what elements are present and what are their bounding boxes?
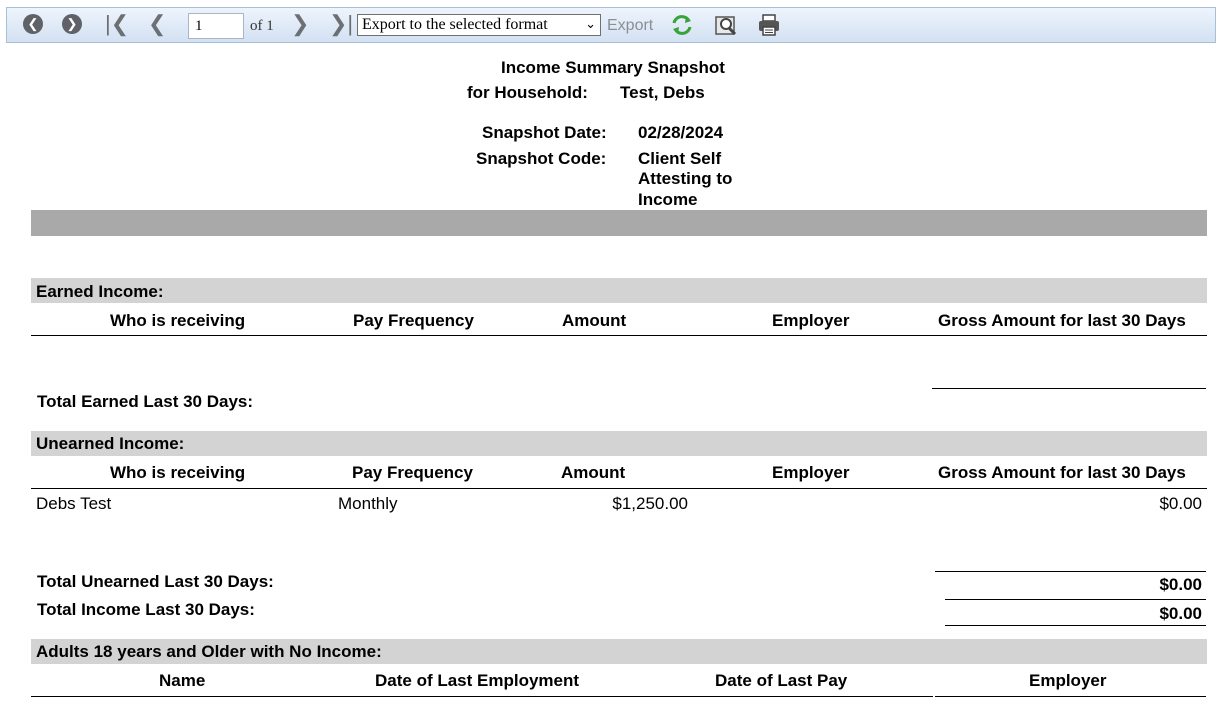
column-header: Gross Amount for last 30 Days (938, 311, 1186, 330)
page-number-input[interactable]: 1 (188, 13, 244, 39)
header-rule (935, 696, 1206, 697)
print-icon[interactable] (757, 13, 781, 37)
total-unearned-value: $0.00 (1159, 575, 1202, 594)
cell-frequency: Monthly (338, 494, 398, 513)
snapshot-code-line: Income (638, 190, 698, 209)
total-earned-label: Total Earned Last 30 Days: (37, 392, 254, 411)
column-header: Employer (1029, 671, 1107, 690)
column-header: Amount (561, 463, 626, 482)
total-income-label: Total Income Last 30 Days: (37, 600, 255, 619)
total-rule (945, 599, 1206, 600)
header-rule (31, 335, 1207, 336)
column-header: Gross Amount for last 30 Days (938, 463, 1186, 482)
find-icon[interactable] (714, 13, 738, 37)
column-header: Who is receiving (110, 463, 246, 482)
total-rule (935, 571, 1206, 572)
report-title: Income Summary Snapshot (501, 58, 725, 77)
cell-who: Debs Test (36, 494, 112, 513)
total-rule (945, 625, 1206, 626)
page-count: of 1 (250, 18, 274, 34)
earned-income-heading: Earned Income: (36, 282, 164, 301)
snapshot-code-line: Client Self (638, 149, 722, 168)
column-header: Employer (772, 463, 850, 482)
column-header: Amount (562, 311, 627, 330)
back-icon[interactable]: ❮ (23, 14, 43, 34)
total-rule (932, 388, 1206, 389)
column-header: Pay Frequency (353, 311, 474, 330)
first-page-icon[interactable]: |❮ (105, 11, 130, 36)
previous-page-icon[interactable]: ❮ (148, 11, 167, 36)
unearned-income-heading: Unearned Income: (36, 434, 185, 453)
adults-no-income-heading: Adults 18 years and Older with No Income: (36, 642, 382, 661)
section-divider (31, 210, 1207, 236)
column-header: Pay Frequency (352, 463, 473, 482)
column-header: Employer (772, 311, 850, 330)
household-label: for Household: (467, 83, 588, 102)
column-header: Date of Last Pay (715, 671, 848, 690)
export-format-value: Export to the selected format (362, 16, 548, 33)
export-link[interactable]: Export (607, 17, 654, 34)
export-format-select[interactable] (357, 14, 601, 36)
report-toolbar (6, 7, 1216, 43)
header-rule (31, 488, 1207, 489)
refresh-icon[interactable] (670, 13, 694, 37)
next-page-icon[interactable]: ❯ (291, 11, 310, 36)
snapshot-code-line: Attesting to (638, 169, 733, 188)
total-income-value: $0.00 (1159, 604, 1202, 623)
snapshot-date-label: Snapshot Date: (482, 123, 607, 142)
earned-income-header (31, 278, 1207, 303)
column-header: Who is receiving (110, 311, 246, 330)
snapshot-date-value: 02/28/2024 (638, 123, 724, 142)
unearned-income-header (31, 431, 1207, 456)
cell-gross: $0.00 (1159, 494, 1202, 513)
chevron-down-icon: ⌄ (585, 16, 596, 31)
column-header: Name (159, 671, 206, 690)
header-rule (31, 696, 933, 697)
forward-icon[interactable]: ❯ (62, 14, 82, 34)
last-page-icon[interactable]: ❯| (329, 11, 354, 36)
cell-amount: $1,250.00 (612, 494, 688, 513)
total-unearned-label: Total Unearned Last 30 Days: (37, 572, 274, 591)
snapshot-code-label: Snapshot Code: (476, 149, 607, 168)
column-header: Date of Last Employment (375, 671, 580, 690)
household-value: Test, Debs (620, 83, 705, 102)
